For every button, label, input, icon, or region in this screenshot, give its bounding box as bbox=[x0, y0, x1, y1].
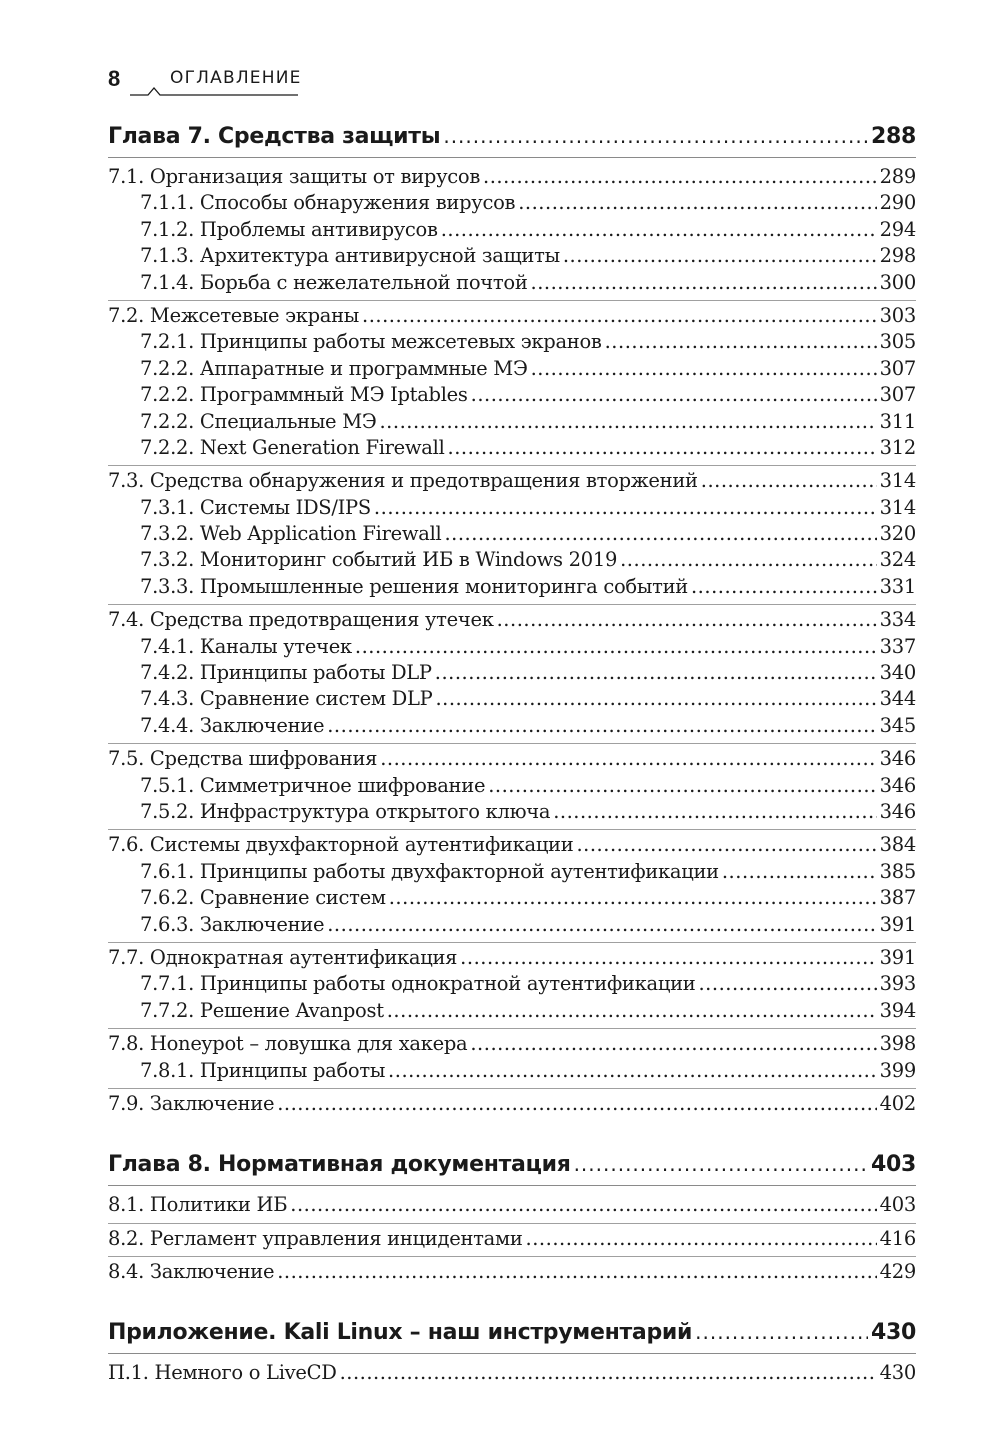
toc-subsection-title: 7.1.1. Способы обнаружения вирусов bbox=[140, 191, 516, 215]
dot-leader bbox=[488, 773, 876, 799]
dot-leader bbox=[374, 495, 877, 521]
dot-leader bbox=[695, 1311, 868, 1353]
dot-leader bbox=[563, 243, 877, 269]
dot-leader bbox=[277, 1259, 876, 1285]
dot-leader bbox=[444, 521, 876, 547]
toc-section-group bbox=[108, 1189, 916, 1218]
dot-leader bbox=[471, 382, 877, 408]
toc-section-page: 402 bbox=[879, 1091, 916, 1115]
toc-section-title: 7.3. Средства обнаружения и предотвращения вторжений bbox=[108, 469, 698, 493]
toc-section-page: 398 bbox=[879, 1032, 916, 1056]
toc-section bbox=[108, 303, 916, 329]
toc-subsection-page: 337 bbox=[879, 634, 916, 658]
toc-subsection-page: 394 bbox=[879, 998, 916, 1022]
toc-section bbox=[108, 945, 916, 971]
toc-section-title: 7.7. Однократная аутентификация bbox=[108, 945, 458, 969]
toc-section-group bbox=[108, 743, 916, 825]
toc-subsection-page: 290 bbox=[879, 191, 916, 215]
toc-subsection bbox=[108, 859, 916, 885]
toc-subsection bbox=[108, 382, 916, 408]
toc-subsection bbox=[108, 885, 916, 911]
toc-subsection bbox=[108, 356, 916, 382]
dot-leader bbox=[379, 409, 876, 435]
dot-leader bbox=[691, 574, 877, 600]
toc-subsection bbox=[108, 243, 916, 269]
dot-leader bbox=[701, 468, 877, 494]
toc-section-title: 7.9. Заключение bbox=[108, 1091, 275, 1115]
toc-section-title: 8.4. Заключение bbox=[108, 1260, 275, 1284]
dot-leader bbox=[497, 607, 877, 633]
toc-chapter-page: 403 bbox=[870, 1152, 916, 1178]
toc-section bbox=[108, 1259, 916, 1285]
toc-chapter-title: Глава 8. Нормативная документация bbox=[108, 1152, 571, 1178]
toc-subsection-page: 300 bbox=[879, 270, 916, 294]
toc-subsection-page: 331 bbox=[879, 574, 916, 598]
toc-subsection bbox=[108, 912, 916, 938]
toc-section bbox=[108, 1226, 916, 1252]
dot-leader bbox=[448, 435, 877, 461]
toc-section-group bbox=[108, 1357, 916, 1386]
toc-section-title: 7.5. Средства шифрования bbox=[108, 747, 378, 771]
toc-section-page: 430 bbox=[879, 1361, 916, 1385]
dot-leader bbox=[362, 303, 877, 329]
page-header bbox=[108, 64, 300, 100]
toc-section-page: 346 bbox=[879, 747, 916, 771]
dot-leader bbox=[387, 998, 877, 1024]
toc-subsection bbox=[108, 329, 916, 355]
toc-section-group bbox=[108, 1256, 916, 1285]
toc-subsection-page: 387 bbox=[879, 886, 916, 910]
toc-section bbox=[108, 1031, 916, 1057]
toc-section bbox=[108, 607, 916, 633]
toc-subsection bbox=[108, 217, 916, 243]
dot-leader bbox=[435, 660, 877, 686]
dot-leader bbox=[380, 746, 876, 772]
toc-section-group bbox=[108, 300, 916, 461]
toc-subsection-page: 393 bbox=[879, 972, 916, 996]
toc-subsection bbox=[108, 435, 916, 461]
toc-chapter-page: 430 bbox=[870, 1320, 916, 1346]
toc-section-title: 7.1. Организация защиты от вирусов bbox=[108, 165, 481, 188]
toc-subsection-title: 7.2.2. Программный МЭ Iptables bbox=[140, 383, 468, 407]
toc-subsection-page: 346 bbox=[879, 799, 916, 823]
dot-leader bbox=[327, 713, 876, 739]
dot-leader bbox=[290, 1192, 876, 1218]
toc-subsection bbox=[108, 574, 916, 600]
toc-subsection-title: 7.8.1. Принципы работы bbox=[140, 1058, 386, 1082]
dot-leader bbox=[526, 1226, 877, 1252]
toc-subsection bbox=[108, 1058, 916, 1084]
toc-subsection-page: 311 bbox=[879, 409, 916, 433]
toc-subsection bbox=[108, 660, 916, 686]
toc-section-group bbox=[108, 1223, 916, 1252]
toc-chapter bbox=[108, 1311, 916, 1353]
toc-subsection bbox=[108, 971, 916, 997]
toc-section bbox=[108, 832, 916, 858]
toc-subsection-page: 345 bbox=[879, 713, 916, 737]
toc-subsection-title: 7.2.2. Next Generation Firewall bbox=[140, 435, 445, 459]
toc-subsection-page: 320 bbox=[879, 522, 916, 546]
toc-subsection-title: 7.3.2. Мониторинг событий ИБ в Windows 2019 bbox=[140, 548, 618, 572]
toc-subsection-title: 7.4.4. Заключение bbox=[140, 713, 325, 737]
toc-subsection-title: 7.6.1. Принципы работы двухфакторной аутентификации bbox=[140, 859, 719, 883]
toc-section-title: 7.2. Межсетевые экраны bbox=[108, 303, 360, 327]
toc-section-title: 8.1. Политики ИБ bbox=[108, 1193, 288, 1217]
dot-leader bbox=[277, 1091, 876, 1117]
toc-section-page: 334 bbox=[879, 608, 916, 632]
toc-subsection-title: 7.3.1. Системы IDS/IPS bbox=[140, 495, 371, 519]
toc-subsection bbox=[108, 270, 916, 296]
dot-leader bbox=[435, 686, 876, 712]
toc-subsection-page: 312 bbox=[879, 435, 916, 459]
toc-subsection bbox=[108, 521, 916, 547]
dot-leader bbox=[483, 164, 877, 190]
toc-section-title: 7.6. Системы двухфакторной аутентификации bbox=[108, 833, 574, 857]
toc-chapter bbox=[108, 1143, 916, 1185]
toc-subsection-title: 7.6.2. Сравнение систем bbox=[140, 886, 386, 910]
dot-leader bbox=[443, 115, 868, 157]
dot-leader bbox=[531, 270, 877, 296]
dot-leader bbox=[441, 217, 877, 243]
toc-subsection-title: 7.1.2. Проблемы антивирусов bbox=[140, 217, 438, 241]
toc-subsection-title: 7.5.2. Инфраструктура открытого ключа bbox=[140, 799, 551, 823]
toc-subsection-title: 7.4.2. Принципы работы DLP bbox=[140, 661, 432, 685]
dot-leader bbox=[698, 971, 876, 997]
toc-section-group bbox=[108, 465, 916, 600]
toc-section-page: 403 bbox=[879, 1193, 916, 1217]
toc-subsection-title: 7.4.1. Каналы утечек bbox=[140, 634, 352, 658]
toc-subsection bbox=[108, 799, 916, 825]
toc-subsection-page: 314 bbox=[879, 495, 916, 519]
toc-subsection-title: 7.2.2. Аппаратные и программные МЭ bbox=[140, 356, 528, 380]
toc-section bbox=[108, 746, 916, 772]
dot-leader bbox=[327, 912, 876, 938]
toc-subsection-title: 7.6.3. Заключение bbox=[140, 912, 325, 936]
toc-subsection bbox=[108, 409, 916, 435]
dot-leader bbox=[605, 329, 877, 355]
chapter-spacer bbox=[108, 1285, 916, 1311]
running-head: ОГЛАВЛЕНИЕ bbox=[170, 68, 302, 88]
toc-section bbox=[108, 164, 916, 190]
dot-leader bbox=[553, 799, 876, 825]
toc-section bbox=[108, 468, 916, 494]
toc-chapter-title: Приложение. Kali Linux – наш инструментарий bbox=[108, 1320, 693, 1346]
table-of-contents bbox=[108, 115, 916, 1387]
toc-subsection-page: 305 bbox=[879, 330, 916, 354]
toc-section bbox=[108, 1360, 916, 1386]
toc-subsection bbox=[108, 713, 916, 739]
toc-section-group bbox=[108, 604, 916, 739]
toc-subsection-page: 399 bbox=[879, 1058, 916, 1082]
dot-leader bbox=[531, 356, 877, 382]
toc-section-page: 416 bbox=[879, 1226, 916, 1250]
toc-subsection bbox=[108, 495, 916, 521]
toc-section bbox=[108, 1192, 916, 1218]
toc-subsection-page: 391 bbox=[879, 912, 916, 936]
toc-subsection-title: 7.2.1. Принципы работы межсетевых экранов bbox=[140, 330, 602, 354]
toc-subsection bbox=[108, 773, 916, 799]
toc-subsection-title: 7.3.3. Промышленные решения мониторинга событий bbox=[140, 574, 688, 598]
toc-subsection-page: 298 bbox=[879, 244, 916, 268]
toc-subsection-page: 344 bbox=[879, 687, 916, 711]
toc-section-title: 8.2. Регламент управления инцидентами bbox=[108, 1226, 523, 1250]
toc-subsection-page: 307 bbox=[879, 383, 916, 407]
page-number: 8 bbox=[108, 66, 121, 91]
toc-section-page: 303 bbox=[879, 303, 916, 327]
toc-subsection bbox=[108, 190, 916, 216]
toc-section-page: 384 bbox=[879, 833, 916, 857]
dot-leader bbox=[518, 190, 876, 216]
toc-section-group bbox=[108, 829, 916, 938]
toc-section-page: 429 bbox=[879, 1260, 916, 1284]
toc-section-page: 314 bbox=[879, 469, 916, 493]
toc-subsection-title: 7.1.4. Борьба с нежелательной почтой bbox=[140, 270, 528, 294]
toc-subsection-page: 346 bbox=[879, 773, 916, 797]
toc-section-group bbox=[108, 1028, 916, 1084]
toc-subsection bbox=[108, 998, 916, 1024]
toc-chapter bbox=[108, 115, 916, 157]
toc-subsection-title: 7.7.1. Принципы работы однократной аутентификации bbox=[140, 972, 696, 996]
dot-leader bbox=[574, 1143, 868, 1185]
dot-leader bbox=[340, 1360, 877, 1386]
dot-leader bbox=[389, 885, 877, 911]
toc-section-group bbox=[108, 161, 916, 296]
toc-subsection-title: 7.2.2. Специальные МЭ bbox=[140, 409, 377, 433]
toc-subsection bbox=[108, 634, 916, 660]
dot-leader bbox=[620, 547, 877, 573]
toc-section bbox=[108, 1091, 916, 1117]
toc-subsection-title: 7.4.3. Сравнение систем DLP bbox=[140, 687, 433, 711]
dot-leader bbox=[576, 832, 876, 858]
toc-subsection-page: 307 bbox=[879, 356, 916, 380]
dot-leader bbox=[722, 859, 877, 885]
toc-subsection bbox=[108, 686, 916, 712]
toc-subsection-title: 7.7.2. Решение Avanpost bbox=[140, 998, 384, 1022]
toc-subsection-title: 7.5.1. Симметричное шифрование bbox=[140, 773, 486, 797]
chapter-spacer bbox=[108, 1117, 916, 1143]
toc-subsection-page: 294 bbox=[879, 217, 916, 241]
toc-section-group bbox=[108, 942, 916, 1024]
dot-leader bbox=[355, 634, 877, 660]
dot-leader bbox=[470, 1031, 876, 1057]
toc-section-page: 391 bbox=[879, 945, 916, 969]
toc-section-title: 7.4. Средства предотвращения утечек bbox=[108, 608, 494, 632]
toc-subsection-title: 7.1.3. Архитектура антивирусной защиты bbox=[140, 244, 560, 268]
toc-subsection-page: 385 bbox=[879, 859, 916, 883]
toc-section-title: 7.8. Honeypot – ловушка для хакера bbox=[108, 1032, 468, 1056]
toc-chapter-page: 288 bbox=[870, 124, 916, 149]
dot-leader bbox=[460, 945, 877, 971]
toc-section-group bbox=[108, 1088, 916, 1117]
toc-subsection-page: 340 bbox=[879, 661, 916, 685]
dot-leader bbox=[388, 1058, 877, 1084]
toc-section-page: 289 bbox=[879, 165, 916, 188]
toc-section-title: П.1. Немного о LiveCD bbox=[108, 1361, 337, 1385]
toc-subsection bbox=[108, 547, 916, 573]
toc-subsection-title: 7.3.2. Web Application Firewall bbox=[140, 522, 442, 546]
toc-subsection-page: 324 bbox=[879, 548, 916, 572]
toc-chapter-title: Глава 7. Средства защиты bbox=[108, 124, 441, 149]
